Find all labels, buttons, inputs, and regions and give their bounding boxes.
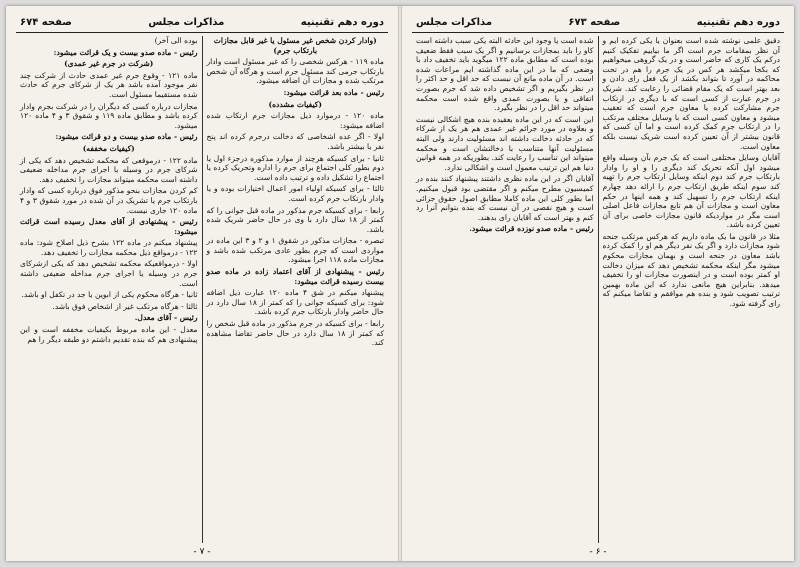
body-paragraph: ماده ۱۲۰ - درموارد ذیل مجازات جرم ارتکاب شده اضافه میشود: — [206, 111, 385, 130]
body-paragraph: ماده ۱۲۲ - درموقعی که محکمه تشخیص دهد که یکی از شرکای جرم در وسیله یا اجرای جرم مداخله ضعیفی داشته است محکمه میتواند مجازات را تخفیف دهد. — [20, 155, 198, 184]
right-page — [402, 6, 794, 561]
left-page — [6, 6, 398, 561]
speaker-paragraph: رئیس - آقای معدل. — [134, 313, 198, 323]
page-header — [416, 14, 780, 30]
body-paragraph: ثانیا - هرگاه محکوم یکی از ابوین یا جد در تکفل او باشد. — [21, 290, 198, 300]
speaker-paragraph: رئیس - ماده بعد قرائت میشود: — [283, 87, 384, 97]
body-paragraph: بوده الی آخر) — [154, 36, 198, 45]
publication-title: مذاکرات مجلس — [148, 16, 225, 28]
section-label: دوره دهم تقنینیه — [300, 16, 384, 28]
body-paragraph: پیشنهاد میکنم در ماده ۱۲۲ بشرح ذیل اصلاح شود: ماده ۱۲۲ - درمواقع ذیل محکمه مجازات را تخفیف دهد. — [20, 238, 198, 257]
text-columns — [16, 36, 388, 543]
body-paragraph: تبصره - مجازات مذکور در شقوق ۱ و ۲ و ۳ این ماده در مواردی است که جرم بطور عادی مرتکب شده باشد و مجازات ماده ۱۱۸ اجرا میشود. — [206, 236, 384, 265]
body-paragraph: مثلا در قانون ما یک ماده داریم که هرکس مرتکب جنحه شود مجازات دارد و اگر یک نفر دیگر هم او را کمک کرده باشد معاون در جنحه است و بهمان مجازات محکوم میشود مگر اینکه محکمه تشخیص دهد که میزان دخالت او کمتر بوده است و در اینصورت مجازات او را تخفیف میدهد. بنابراین هیچ مانعی ندارد که این ماده بهمین ترتیب تصویب شود و بنده هم موافقم و تقاضا میکنم که رای گرفته شود. — [602, 231, 780, 309]
page-header — [20, 14, 384, 30]
header-rule — [412, 32, 784, 33]
speaker-paragraph: رئیس - پیشنهادی از آقای معدل رسیده است قرائت میشود: — [20, 217, 198, 236]
page-number: - ۶ - — [589, 547, 607, 557]
speaker-paragraph: رئیس - ماده صدو بیست و دو قرائت میشود: — [55, 132, 198, 142]
publication-title: مذاکرات مجلس — [416, 16, 493, 28]
section-label: دوره دهم تقنینیه — [696, 16, 780, 28]
body-paragraph: ثالثا - برای کسیکه اولیاء امور اعمال اختیارات بوده و یا وادار بارتکاب جرم کرده است. — [206, 184, 384, 203]
page-label: صفحه ۶۷۴ — [20, 16, 72, 28]
column-left — [412, 36, 598, 543]
speaker-paragraph: رئیس - ماده صدو بیست و یک قرائت میشود: — [53, 47, 198, 57]
body-paragraph: ثانیا - برای کسیکه هرچند از موارد مذکوره درجزء اول یا دوم بطور کلی اجتماع برای جرم را اداره وتحریک کرده یا اجتماع را تشکیل داده و ترتیب داده است. — [206, 153, 384, 182]
column-right — [599, 36, 785, 543]
speaker-paragraph: رئیس - ماده صدو نوزده قرائت میشود. — [469, 224, 594, 234]
section-heading: (کیفیات مخففه) — [82, 143, 135, 153]
body-paragraph: آقایان اگر در این ماده نظری داشتند پیشنهاد کنند بنده در کمیسیون مطرح میکنم و اگر مقتضی بود قبول میکنیم. اما بطور کلی این ماده کاملا مطابق اصول حقوق جزائی است و هیچ نقصی در آن نیست که بنده بتوانم آنرا رد کنم و بهتر است که آقایان رای بدهند. — [416, 174, 594, 222]
page-label: صفحه ۶۷۳ — [568, 16, 621, 28]
body-paragraph: پیشنهاد میکنم در شق ۴ ماده ۱۲۰ عبارت ذیل اضافه شود: برای کسیکه جوانی را که کمتر از ۱۸ سال دارد در حال حاضر وادار بارتکاب جرم کرده باشد. — [206, 288, 385, 317]
body-paragraph: ماده ۱۲۱ - وقوع جرم غیر عمدی حادث از شرکت چند نفر موجود آمده باشد هر یک از شرکای جرم که حادث شده مستقیما مسئول است. — [20, 70, 198, 99]
body-paragraph: ثالثا - هرگاه مرتکب غیر از اشخاص فوق باشد. — [52, 301, 198, 311]
body-paragraph: این است که در این ماده بعقیده بنده هیچ اشکالی نیست و بعلاوه در مورد جرائم غیر عمدی هم هر یک از شرکاء که در حادثه دخالت داشته اند مسئولیت دارند ولی البته مسئولیت آنها متناسب با دخالتشان است و محکمه میتواند این تناسب را رعایت کند. بطوریکه در همه قوانین دنیا هم این ترتیب معمول است و اشکالی ندارد. — [416, 114, 594, 172]
column-left — [16, 36, 202, 543]
section-heading: (شرکت در جرم غیر عمدی) — [64, 59, 154, 69]
text-columns — [412, 36, 784, 543]
body-paragraph: اولا - درمواقعیکه محکمه تشخیص دهد که یکی ازشرکای جرم در وسیله یا اجرای جرم مداخله ضعیفی داشته است. — [20, 259, 198, 288]
section-heading: (وادار کردن شخص غیر مسئول یا غیر قابل مجازات بارتکاب جرم) — [213, 36, 377, 55]
body-paragraph: معدل - این ماده مربوط بکیفیات مخففه است و این پیشنهادی هم که بنده تقدیم داشتم دو طبقه دیگر را هم — [20, 325, 198, 344]
book-spread — [6, 6, 794, 561]
body-paragraph: شده است یا وجود این حادثه البته یکی سبب داشته است کاو را باید بمجازات برسانیم و اگر یک سبب فقط ضعیف بوده است که مطابق ماده ۱۲۲ میگوید باید تخفیف داد با وضعی که ما در این ماده گذاشته ایم مراعات شده است. در آن ماده مانع آن نیست که حد اقل و حد اکثر را در نظر بگیریم و اگر تشخیص داده شد که جرم بصورت اتفاقی و یا بصورت عمدی واقع شده است محکمه میتواند حد اقل را در نظر بگیرد. — [416, 36, 594, 113]
section-heading: (کیفیات مشدده) — [268, 99, 323, 109]
page-number: - ۷ - — [193, 547, 211, 557]
body-paragraph: اولا - اگر عده اشخاصی که دخالت درجرم کرده اند پنج نفر یا بیشتر باشد. — [206, 132, 384, 151]
body-paragraph: آقایان وسایل مختلفی است که یک جرم بآن وسیله واقع میشود اول آنکه تحریک کند دیگری را و او را وادار بارتکاب جرم کند دوم اینکه وسایل ارتکاب جرم را تهیه کند سوم اینکه طریق ارتکاب جرم را ارائه دهد چهارم اینکه ارتکاب جرم را تسهیل کند و همه اینها در حکم معاون است و مجازات آن هم تابع مجازات فاعل اصلی است مگر در مواردیکه قانون مجازات خاصی برای آن تعیین کرده باشد. — [602, 153, 780, 230]
body-paragraph: رابعا - برای کسیکه جرم مذکور در ماده قبل جوانی را که کمتر از ۱۸ سال دارد با وی در حال حاضر شریک شده باشد. — [206, 205, 384, 234]
body-paragraph: رابعا - برای کسیکه در جرم مذکور در ماده قبل شخص را که کمتر از ۱۸ سال دارد در حال حاضر تقاضا مشاهده کند. — [206, 319, 384, 348]
speaker-paragraph: رئیس - پیشنهادی از آقای اعتماد زاده در ماده صدو بیست رسیده قرائت میشود: — [206, 267, 384, 286]
body-paragraph: کم کردن مجازات بنحو مذکور فوق درباره کسی که وادار بارتکاب جرم یا تشریک در آن شده در مورد شقوق ۳ و ۴ ماده ۱۲۰ جاری نیست. — [20, 186, 198, 215]
body-paragraph: دقیق علمی نوشته شده است بعنوان یا یکی کرده ایم و آن نظر بمقامات جرم است اگر ما بیاییم تفکیک کنیم درکم یک کاری که حاضر است و در یک گروهی میخواهیم که بکجا میکشد هر کس در یک جرم را هم در تحت محاکمه در آورد تا بتواند بکشد از یک فعل رای دادن و بعد بهتر است که یک مقام قضائی را رعایت کند. شریک در جرم عبارت از کسی است که با دیگری در ارتکاب جرم مشارکت کرده یا معاون جرم است که تعقیب میشود و معاون کسی است که با وسایل مختلف مرتکب را در ارتکاب جرم کمک کرده است و اما آن کسی که قانون بیشتر از آن تعیین کرده است شریک نیست بلکه معاون است. — [602, 36, 780, 151]
column-right — [203, 36, 389, 543]
body-paragraph: ماده ۱۱۹ - هرکس شخصی را که غیر مسئول است وادار بارتکاب جرمی کند مسئول جرم است و هرگاه آن شخص مرتکب شده و مجازات آن اضافه میشود. — [206, 57, 384, 86]
body-paragraph: مجازات درباره کسی که دیگران را در شرکت بجرم وادار کرده باشد و مطابق ماده ۱۱۹ و شقوق ۳ و ۴ ماده ۱۲۰ میشود. — [20, 101, 198, 130]
header-rule — [16, 32, 388, 33]
